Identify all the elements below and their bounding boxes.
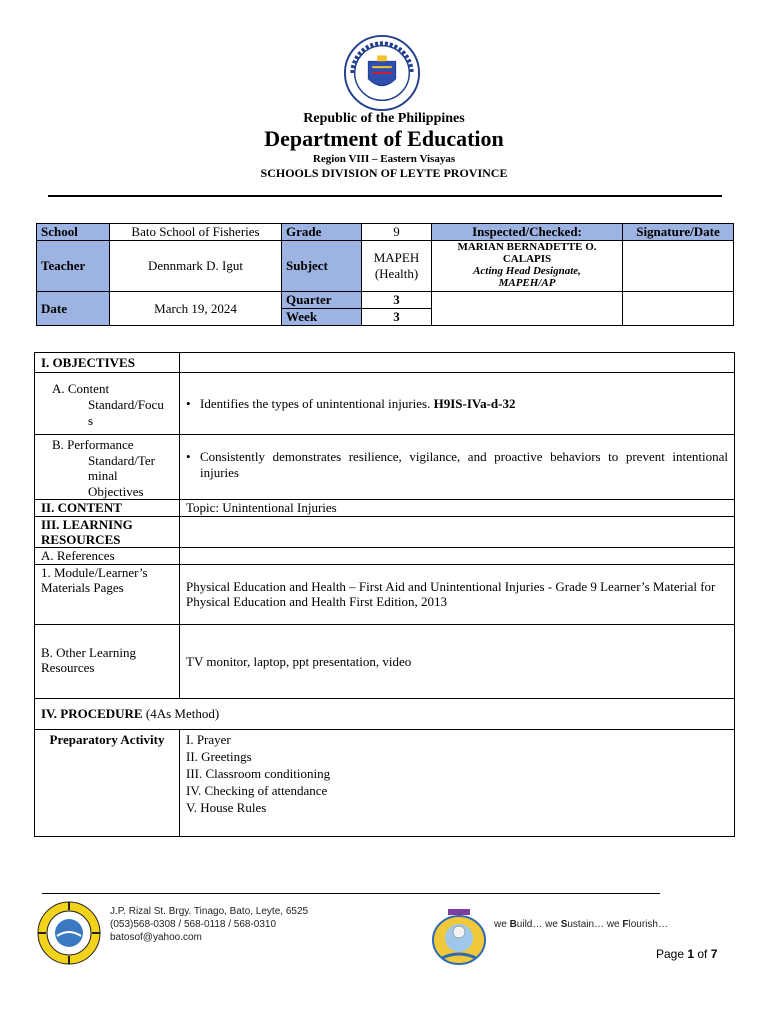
other-resources-label <box>35 625 180 699</box>
objectives-heading: I. OBJECTIVES <box>35 353 180 373</box>
references-blank <box>180 548 735 565</box>
division-heading: SCHOOLS DIVISION OF LEYTE PROVINCE <box>260 166 508 180</box>
content-heading: II. CONTENT <box>35 500 180 517</box>
school-value: Bato School of Fisheries <box>110 224 282 241</box>
region-heading: Region VIII – Eastern Visayas <box>312 153 456 165</box>
module-line1: 1. Module/Learner’s <box>41 565 148 580</box>
page-number: Page 1 of 7 <box>656 947 718 961</box>
quarter-label: Quarter <box>282 292 362 309</box>
footer-address: J.P. Rizal St. Brgy. Tinago, Bato, Leyte, 6525 <box>110 906 309 917</box>
list-item: III. Classroom conditioning <box>186 766 331 781</box>
inspector-title-line1: Acting Head Designate, <box>473 265 581 277</box>
performance-standard-line1: B. Performance <box>52 437 134 452</box>
school-seal-logo <box>36 900 102 966</box>
references-heading: A. References <box>35 548 180 565</box>
lesson-plan-table <box>34 352 735 837</box>
procedure-heading <box>35 699 735 730</box>
republic-heading: Republic of the Philippines <box>303 111 465 126</box>
learning-resources-line2: RESOURCES <box>41 532 121 547</box>
subject-value-line2: (Health) <box>374 266 419 281</box>
footer-email: batosof@yahoo.com <box>110 932 202 943</box>
teacher-label: Teacher <box>37 241 110 292</box>
other-resources-text: TV monitor, laptop, ppt presentation, video <box>180 625 735 699</box>
quarter-value: 3 <box>362 292 432 309</box>
performance-standard-label <box>35 435 180 500</box>
module-line2: Materials Pages <box>41 580 124 595</box>
subject-value-line1: MAPEH <box>373 250 420 265</box>
content-standard-label <box>35 373 180 435</box>
other-resources-line2: Resources <box>41 660 95 675</box>
other-resources-line1: B. Other Learning <box>41 645 136 660</box>
inspector-title-line2: MAPEH/AP <box>498 277 556 289</box>
module-text: Physical Education and Health – First Aid and Unintentional Injuries - Grade 9 Learner’s Material for Physical Education and Health First Edition, 2013 <box>180 565 735 625</box>
preparatory-activity-list <box>180 730 735 837</box>
procedure-title: IV. PROCEDURE <box>41 706 143 721</box>
list-item: II. Greetings <box>186 749 252 764</box>
learning-resources-line1: III. LEARNING <box>41 517 133 532</box>
inspector-blank-cell <box>432 292 623 326</box>
department-heading: Department of Education <box>264 126 504 151</box>
grade-label: Grade <box>282 224 362 241</box>
signature-label: Signature/Date <box>623 224 734 241</box>
module-label <box>35 565 180 625</box>
signature-cell <box>623 241 734 292</box>
learning-resources-blank <box>180 517 735 548</box>
list-item: V. House Rules <box>186 800 267 815</box>
content-standard-cell <box>180 373 735 435</box>
bullet-icon: • <box>186 449 191 464</box>
footer-divider <box>42 893 660 894</box>
teacher-value: Dennmark D. Igut <box>110 241 282 292</box>
preparatory-activity-label: Preparatory Activity <box>35 730 180 837</box>
content-standard-line2: Standard/Focu <box>88 397 164 412</box>
procedure-method: (4As Method) <box>142 706 220 721</box>
footer-phones: (053)568-0308 / 568-0118 / 568-0310 <box>110 919 277 930</box>
grade-value: 9 <box>362 224 432 241</box>
subject-value <box>362 241 432 292</box>
content-standard-text: Identifies the types of unintentional injuries. <box>200 395 434 411</box>
learning-resources-heading <box>35 517 180 548</box>
date-label: Date <box>37 292 110 326</box>
performance-standard-line2: Standard/Ter <box>88 452 155 468</box>
objectives-blank <box>180 353 735 373</box>
inspector-name-line1: MARIAN BERNADETTE O. <box>457 241 597 253</box>
performance-standard-text: Consistently demonstrates resilience, vigilance, and proactive behaviors to prevent intentional injuries <box>200 449 728 480</box>
list-item: IV. Checking of attendance <box>186 783 328 798</box>
signature-blank-cell <box>623 292 734 326</box>
deped-seal-logo <box>343 34 421 112</box>
week-label: Week <box>282 309 362 326</box>
performance-standard-cell <box>180 435 735 500</box>
content-standard-line1: A. Content <box>52 381 110 396</box>
topic-text: Topic: Unintentional Injuries <box>180 500 735 517</box>
school-label: School <box>37 224 110 241</box>
info-table <box>36 223 734 326</box>
bullet-icon: • <box>186 395 191 411</box>
content-standard-line3: s <box>88 413 94 428</box>
footer-tagline: we Build… we Sustain… we Flourish… <box>494 919 668 930</box>
list-item: I. Prayer <box>186 732 231 747</box>
performance-standard-line4: Objectives <box>88 483 144 499</box>
date-value: March 19, 2024 <box>110 292 282 326</box>
subject-label: Subject <box>282 241 362 292</box>
inspector-name-line2: CALAPIS <box>502 253 552 265</box>
header-divider <box>48 195 722 197</box>
content-standard-code: H9IS-IVa-d-32 <box>433 395 516 411</box>
performance-standard-line3: minal <box>88 468 118 483</box>
inspected-label: Inspected/Checked: <box>432 224 623 241</box>
inspector-cell <box>432 241 623 292</box>
week-value: 3 <box>362 309 432 326</box>
division-logo <box>428 906 490 968</box>
